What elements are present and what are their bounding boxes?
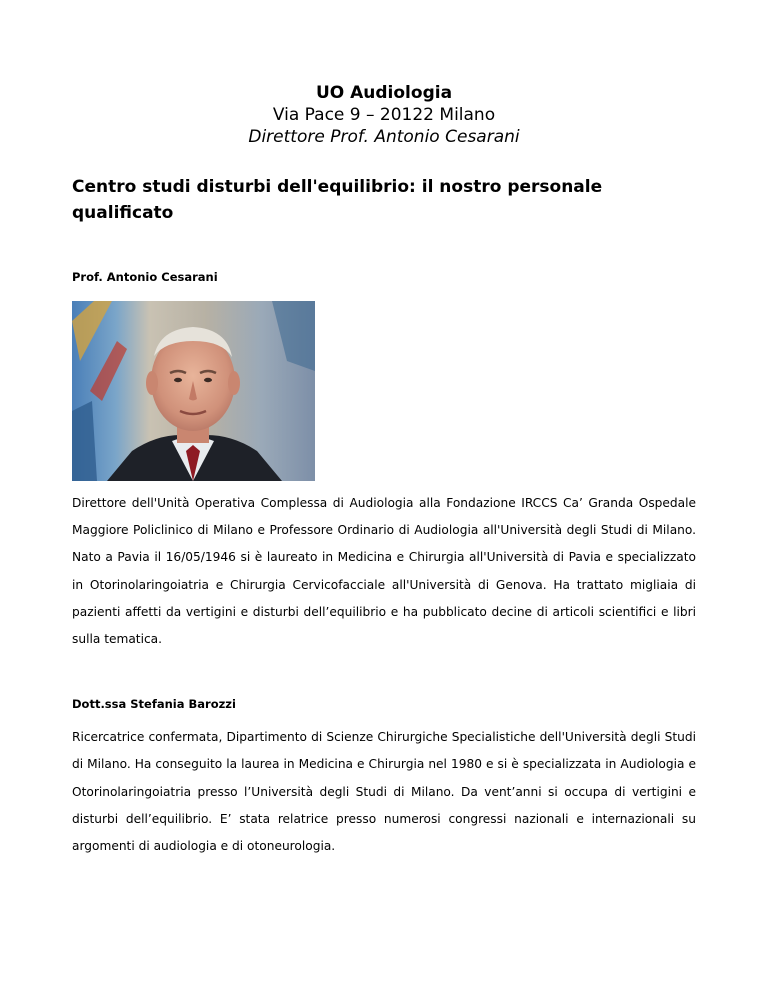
department-director: Direttore Prof. Antonio Cesarani: [248, 127, 520, 147]
department-title: UO Audiologia: [315, 83, 453, 103]
document-header: [72, 82, 696, 148]
staff-name: Prof. Antonio Cesarani: [72, 270, 218, 284]
section-title: Centro studi disturbi dell'equilibrio: il nostro personale qualificato: [72, 177, 603, 223]
staff-bio: Direttore dell'Unità Operativa Complessa di Audiologia alla Fondazione IRCCS Ca’ Granda Ospedale Maggiore Policlinico di Milano e Professore Ordinario di Audiologia all'Università degli Studi di Milano. Nato a Pavia il 16/05/1946 si è laureato in Medicina e Chirurgia all'Università di Pavia e specializzato in Otorinolaringoiatria e Chirurgia Cervicofacciale all'Università di Genova. Ha trattato migliaia di pazienti affetti da vertigini e disturbi dell’equilibrio e ha pubblicato decine di articoli scientifici e libri sulla tematica.: [72, 496, 696, 647]
document-page: [72, 0, 696, 860]
staff-name: Dott.ssa Stefania Barozzi: [72, 697, 236, 712]
staff-bio: Ricercatrice confermata, Dipartimento di Scienze Chirurgiche Specialistiche dell'Università degli Studi di Milano. Ha conseguito la laurea in Medicina e Chirurgia nel 1980 e si è specializzata in Audiologia e Otorinolaringoiatria presso l’Università degli Studi di Milano. Da vent’anni si occupa di vertigini e disturbi dell’equilibrio. E’ stata relatrice presso numerosi congressi nazionali e internazionali su argomenti di audiologia e di otoneurologia.: [72, 730, 696, 854]
staff-photo: [72, 301, 315, 481]
department-address: Via Pace 9 – 20122 Milano: [272, 105, 496, 125]
